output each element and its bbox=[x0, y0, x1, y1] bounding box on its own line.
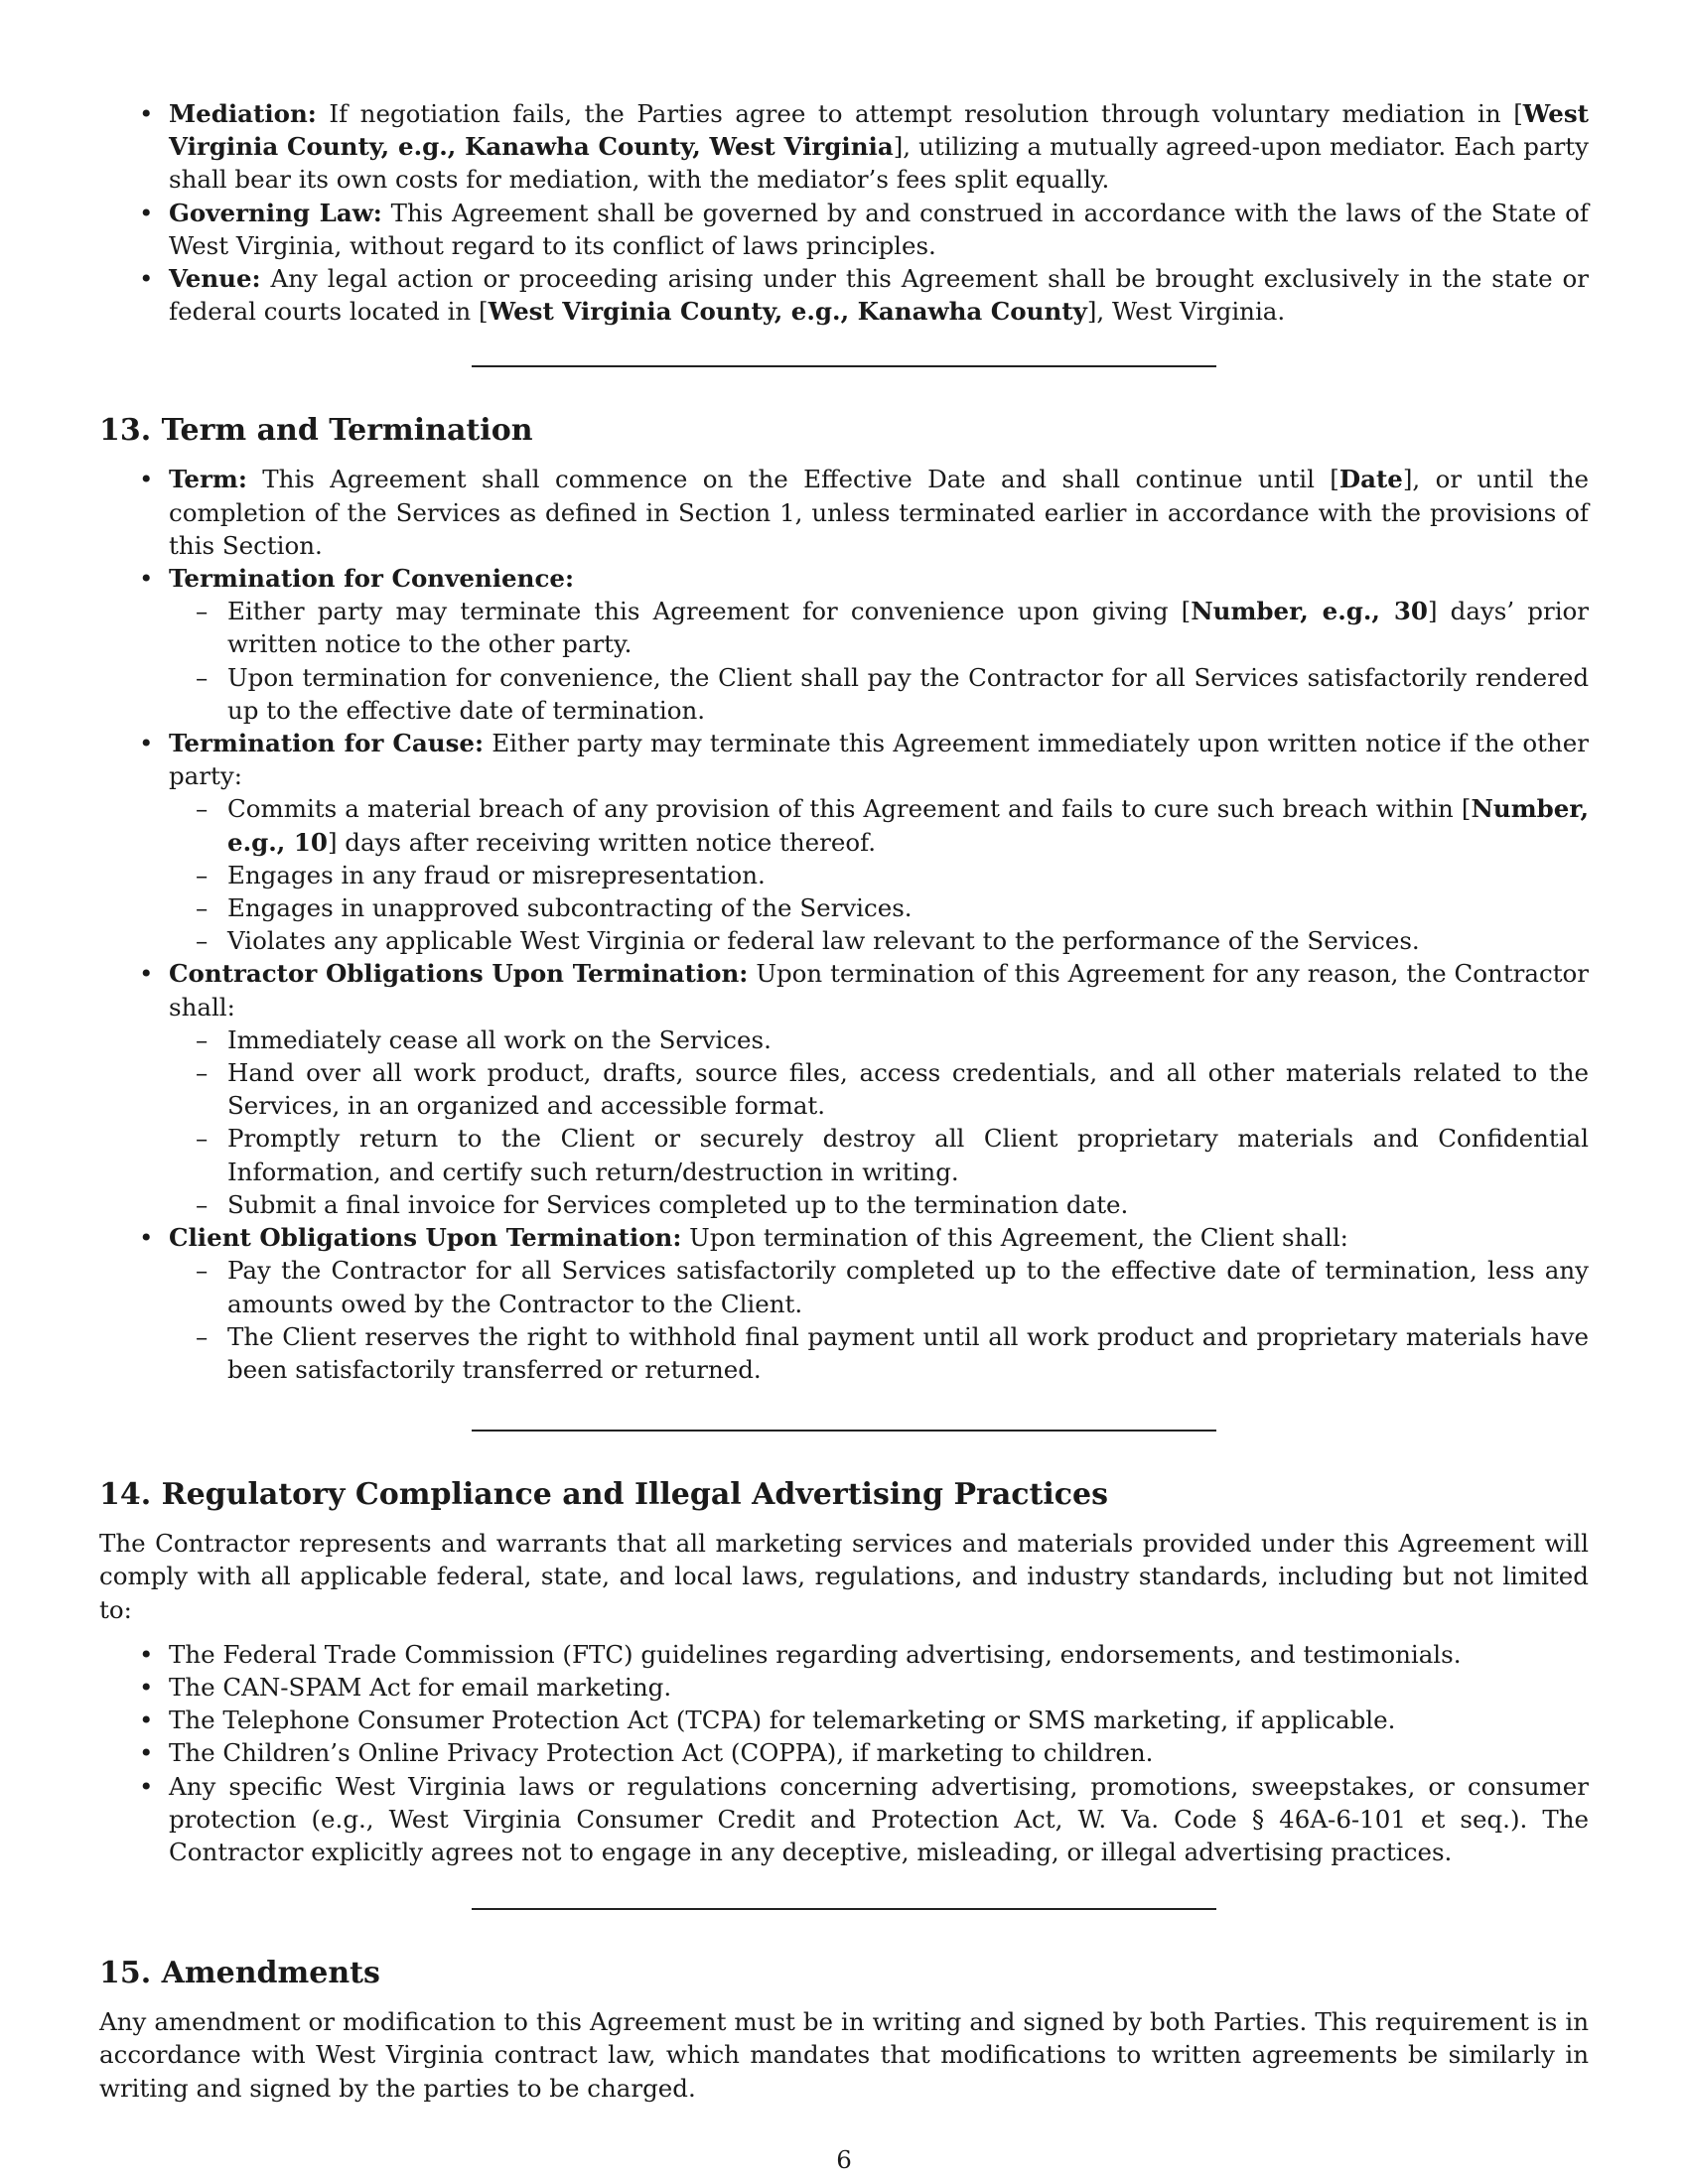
bullet-icon: • bbox=[139, 264, 154, 294]
bullet-icon: • bbox=[139, 465, 154, 494]
sub-list-item bbox=[169, 1056, 1589, 1122]
item-label: Termination for Convenience: bbox=[169, 564, 575, 594]
dash-icon: – bbox=[196, 1256, 209, 1286]
sub-list bbox=[169, 1024, 1589, 1221]
item-text: This Agreement shall commence on the Effective Date and shall continue until [ bbox=[246, 465, 1339, 494]
list-item-termination-convenience bbox=[99, 562, 1589, 727]
item-text: If negotiation fails, the Parties agree to attempt resolution through voluntary mediation in [ bbox=[316, 99, 1523, 128]
bullet-icon: • bbox=[139, 99, 154, 128]
item-text: This Agreement shall be governed by and construed in accordance with the laws of the State of West Virginia, without regard to its conflict of laws principles. bbox=[169, 198, 1589, 260]
dash-icon: – bbox=[196, 1024, 209, 1054]
list-item bbox=[99, 1638, 1589, 1671]
bullet-icon: • bbox=[139, 1639, 154, 1669]
section-15-text: Any amendment or modification to this Agreement must be in writing and signed by both Parties. This requirement is in accordance with West Virginia contract law, which mandates that modifications to written agreements be similarly in writing and signed by the parties to be charged. bbox=[99, 2007, 1589, 2103]
item-text: Submit a final invoice for Services completed up to the termination date. bbox=[227, 1189, 1129, 1219]
sub-list-item bbox=[169, 661, 1589, 727]
item-text: The CAN-SPAM Act for email marketing. bbox=[169, 1672, 672, 1702]
item-text: Upon termination of this Agreement for any reason, the Contractor shall: bbox=[169, 959, 1590, 1022]
item-text: ], West Virginia. bbox=[1086, 297, 1286, 327]
item-text: Either party may terminate this Agreement for convenience upon giving [ bbox=[227, 597, 1192, 626]
bullet-icon: • bbox=[139, 1223, 154, 1253]
dash-icon: – bbox=[196, 1124, 209, 1154]
item-text: Upon termination for convenience, the Client shall pay the Contractor for all Services satisfactorily rendered up to the effective date of termination. bbox=[227, 662, 1589, 725]
item-text: Either party may terminate this Agreement immediately upon written notice if the other party: bbox=[169, 729, 1589, 791]
list-item bbox=[99, 1736, 1589, 1769]
bullet-icon: • bbox=[139, 1771, 154, 1801]
section-13-heading: 13. Term and Termination bbox=[99, 413, 533, 449]
bullet-icon: • bbox=[139, 1738, 154, 1768]
dash-icon: – bbox=[196, 1321, 209, 1351]
sub-list-item bbox=[169, 1320, 1589, 1386]
section-13-list bbox=[99, 463, 1589, 1386]
list-item bbox=[99, 1671, 1589, 1704]
placeholder-text: Number, e.g., 10 bbox=[227, 794, 1589, 857]
item-text: Immediately cease all work on the Services. bbox=[227, 1024, 772, 1054]
sub-list-item bbox=[169, 595, 1589, 660]
bullet-icon: • bbox=[139, 1672, 154, 1702]
placeholder-text: West Virginia County, e.g., Kanawha County bbox=[488, 297, 1087, 327]
item-text: Any specific West Virginia laws or regulations concerning advertising, promotions, sweepstakes, or consumer protection (e.g., West Virginia Consumer Credit and Protection Act, W. Va. Code § 46A-6-101 et seq.). The Contractor explicitly agrees not to engage in any deceptive, misleading, or illegal advertising practices. bbox=[169, 1771, 1589, 1866]
sub-list-item bbox=[169, 859, 1589, 891]
list-item-termination-cause bbox=[99, 727, 1589, 957]
item-label: Termination for Cause: bbox=[169, 729, 484, 758]
sub-list bbox=[169, 1254, 1589, 1386]
item-text: The Children’s Online Privacy Protection Act (COPPA), if marketing to children. bbox=[169, 1738, 1154, 1768]
item-text: ] days’ prior written notice to the other party. bbox=[227, 597, 1589, 659]
item-label: Venue: bbox=[169, 264, 261, 294]
placeholder-text: West Virginia County, e.g., Kanawha County, West Virginia bbox=[169, 99, 1589, 162]
sub-list-item bbox=[169, 891, 1589, 924]
item-label: Contractor Obligations Upon Termination: bbox=[169, 959, 749, 989]
bullet-icon: • bbox=[139, 959, 154, 989]
item-label: Client Obligations Upon Termination: bbox=[169, 1223, 682, 1253]
dash-icon: – bbox=[196, 662, 209, 692]
item-text: Engages in any fraud or misrepresentation. bbox=[227, 860, 766, 889]
list-item bbox=[99, 1770, 1589, 1869]
sub-list-item bbox=[169, 1122, 1589, 1187]
placeholder-text: Date bbox=[1338, 465, 1403, 494]
item-text: ], or until the completion of the Services as defined in Section 1, unless terminated earlier in accordance with the provisions of this Section. bbox=[169, 465, 1589, 560]
item-text: The Telephone Consumer Protection Act (TCPA) for telemarketing or SMS marketing, if applicable. bbox=[169, 1706, 1396, 1735]
sub-list-item bbox=[169, 1188, 1589, 1221]
bullet-icon: • bbox=[139, 198, 154, 227]
section-12-list bbox=[99, 97, 1589, 328]
bullet-icon: • bbox=[139, 729, 154, 758]
dash-icon: – bbox=[196, 926, 209, 956]
item-text: The Federal Trade Commission (FTC) guidelines regarding advertising, endorsements, and testimonials. bbox=[169, 1639, 1462, 1669]
section-divider bbox=[472, 1908, 1216, 1910]
section-14-intro: The Contractor represents and warrants that all marketing services and materials provided under this Agreement will comply with all applicable federal, state, and local laws, regulations, and industry standards, including but not limited to: bbox=[99, 1529, 1589, 1624]
list-item-mediation bbox=[99, 97, 1589, 197]
dash-icon: – bbox=[196, 893, 209, 923]
item-label: Mediation: bbox=[169, 99, 317, 128]
item-text: Promptly return to the Client or securely destroy all Client proprietary materials and Confidential Information, and certify such return/destruction in writing. bbox=[227, 1124, 1589, 1186]
item-text: Engages in unapproved subcontracting of the Services. bbox=[227, 893, 913, 923]
sub-list-item bbox=[169, 1254, 1589, 1319]
item-text: Violates any applicable West Virginia or federal law relevant to the performance of the Services. bbox=[227, 926, 1420, 956]
item-label: Governing Law: bbox=[169, 198, 382, 227]
list-item-contractor-obligations bbox=[99, 957, 1589, 1221]
item-text: ] days after receiving written notice thereof. bbox=[327, 827, 877, 857]
sub-list-item bbox=[169, 924, 1589, 957]
item-text: ], utilizing a mutually agreed-upon mediator. Each party shall bear its own costs for mediation, with the mediator’s fees split equally. bbox=[169, 132, 1589, 195]
list-item-client-obligations bbox=[99, 1221, 1589, 1386]
sub-list bbox=[169, 792, 1589, 957]
section-14-list bbox=[99, 1638, 1589, 1868]
section-14-heading: 14. Regulatory Compliance and Illegal Advertising Practices bbox=[99, 1477, 1109, 1513]
list-item bbox=[99, 1704, 1589, 1736]
item-text: Hand over all work product, drafts, source files, access credentials, and all other materials related to the Services, in an organized and accessible format. bbox=[227, 1058, 1589, 1121]
list-item-term bbox=[99, 463, 1589, 562]
item-label: Term: bbox=[169, 465, 247, 494]
item-text: Any legal action or proceeding arising under this Agreement shall be brought exclusively in the state or federal courts located in [ bbox=[169, 264, 1589, 327]
sub-list-item bbox=[169, 792, 1589, 858]
dash-icon: – bbox=[196, 597, 209, 626]
page-content bbox=[99, 97, 1589, 2105]
section-divider bbox=[472, 365, 1216, 367]
placeholder-text: Number, e.g., 30 bbox=[1191, 597, 1428, 626]
sub-list bbox=[169, 595, 1589, 727]
bullet-icon: • bbox=[139, 564, 154, 594]
list-item-venue bbox=[99, 262, 1589, 328]
section-15-heading: 15. Amendments bbox=[99, 1956, 380, 1991]
item-text: The Client reserves the right to withhold final payment until all work product and proprietary materials have been satisfactorily transferred or returned. bbox=[227, 1321, 1589, 1384]
item-text: Pay the Contractor for all Services satisfactorily completed up to the effective date of termination, less any amounts owed by the Contractor to the Client. bbox=[227, 1256, 1589, 1318]
section-divider bbox=[472, 1430, 1216, 1432]
dash-icon: – bbox=[196, 860, 209, 889]
dash-icon: – bbox=[196, 1058, 209, 1088]
item-text: Commits a material breach of any provision of this Agreement and fails to cure such breach within [ bbox=[227, 794, 1472, 824]
page-number: 6 bbox=[836, 2145, 852, 2174]
list-item-governing-law bbox=[99, 197, 1589, 262]
sub-list-item bbox=[169, 1024, 1589, 1056]
bullet-icon: • bbox=[139, 1706, 154, 1735]
dash-icon: – bbox=[196, 1189, 209, 1219]
item-text: Upon termination of this Agreement, the Client shall: bbox=[681, 1223, 1348, 1253]
dash-icon: – bbox=[196, 794, 209, 824]
